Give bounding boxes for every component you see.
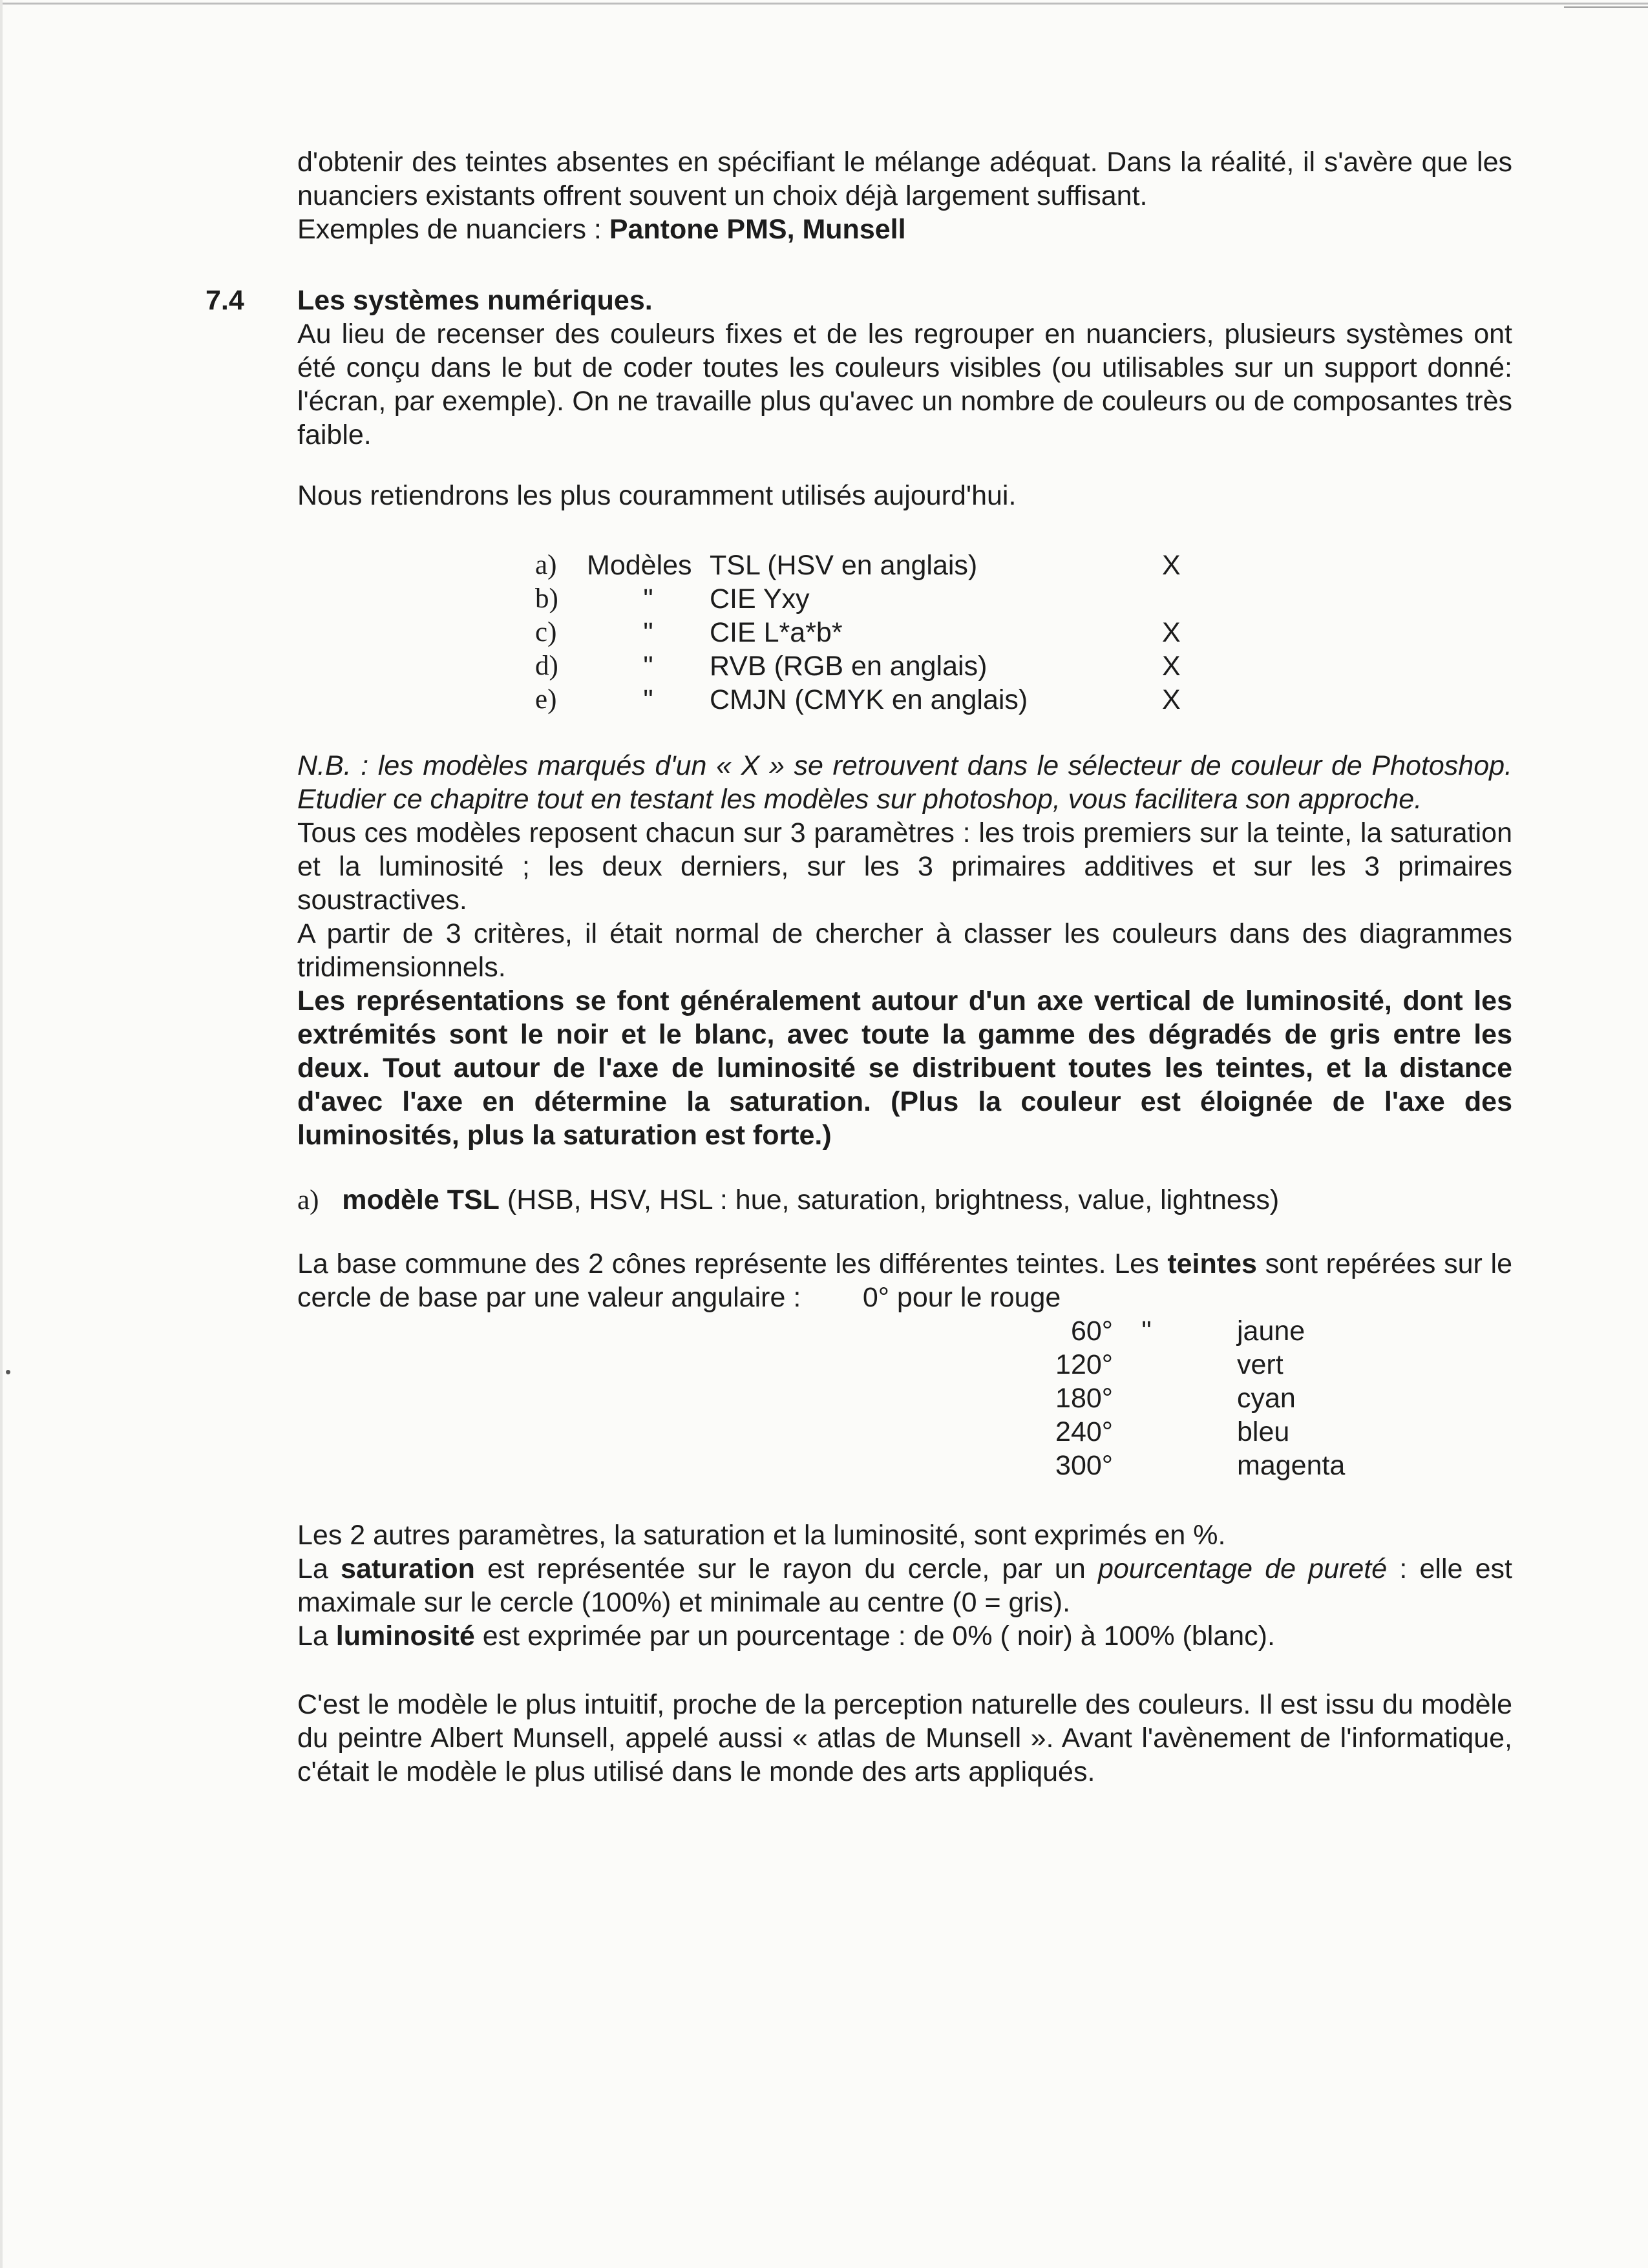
- model-letter: c): [535, 617, 557, 647]
- section-number: 7.4: [206, 285, 244, 316]
- model-prefix: ": [643, 684, 653, 715]
- sat-prefix: La: [297, 1553, 341, 1584]
- hue-degree: 60°: [1070, 1316, 1113, 1347]
- list-item: [535, 549, 1201, 582]
- intro-text: [297, 145, 1512, 246]
- first-hue: 0° pour le rouge: [862, 1282, 1061, 1313]
- model-name: TSL (HSV en anglais): [710, 550, 978, 581]
- nb-note: N.B. : les modèles marqués d'un « X » se retrouvent dans le sélecteur de couleur de Photoshop. Etudier ce chapitre tout en testant les modèles sur photoshop, vous facilitera son approche.: [297, 750, 1512, 815]
- sat-after: : elle est maximale sur le cercle (100%) et minimale au centre (0 = gris).: [297, 1553, 1512, 1618]
- hue-ditto: [1127, 1415, 1166, 1449]
- lum-after: est exprimée par un pourcentage : de 0% ( noir) à 100% (blanc).: [474, 1621, 1275, 1652]
- hue-table: [1042, 1314, 1345, 1482]
- tsl-base-paragraph: [297, 1247, 1512, 1314]
- model-letter: a): [535, 550, 557, 580]
- tsl-heading: [297, 1183, 1512, 1217]
- scan-top-edge-mark: [1564, 6, 1648, 8]
- hue-ditto: ": [1141, 1316, 1152, 1347]
- other-params-paragraph: Les 2 autres paramètres, la saturation et la luminosité, sont exprimés en %.: [297, 1520, 1226, 1551]
- hue-degree: 300°: [1055, 1450, 1113, 1481]
- tsl-base-text-end: sont repérées sur le cercle de base par une valeur angulaire :: [297, 1248, 1512, 1313]
- section-paragraph-2: Nous retiendrons les plus couramment utilisés aujourd'hui.: [297, 480, 1017, 511]
- model-prefix: ": [643, 651, 653, 682]
- lum-prefix: La: [297, 1621, 336, 1652]
- sat-italic: pourcentage de pureté: [1097, 1553, 1388, 1584]
- hue-ditto: [1127, 1449, 1166, 1482]
- model-prefix: Modèles: [587, 550, 692, 581]
- luminosity-paragraph: [297, 1619, 1512, 1653]
- model-mark: X: [1162, 550, 1181, 581]
- tsl-title: modèle TSL: [342, 1184, 500, 1215]
- table-row: [1042, 1314, 1345, 1348]
- model-letter: d): [535, 651, 558, 681]
- sat-mid: est représentée sur le rayon du cercle, par un: [474, 1553, 1098, 1584]
- sat-bold: saturation: [341, 1553, 475, 1584]
- model-mark: [1162, 582, 1201, 616]
- closing-paragraph: C'est le modèle le plus intuitif, proche de la perception naturelle des couleurs. Il est issu du modèle du peintre Albert Munsell, appelé aussi « atlas de Munsell ». Avant l'avènement de l'informatique, c'était le modèle le plus utilisé dans le monde des arts appliqués.: [297, 1689, 1512, 1787]
- examples-label: Exemples de nuanciers :: [297, 214, 609, 245]
- section-paragraph-1: Au lieu de recenser des couleurs fixes et de les regrouper en nuanciers, plusieurs systèmes ont été conçu dans le but de coder toutes les couleurs visibles (ou utilisables sur un support donné: l'écran, par exemple). On ne travaille plus qu'avec un nombre de couleurs ou de composantes très faible.: [297, 319, 1512, 450]
- table-row: [1042, 1449, 1345, 1482]
- bold-paragraph: Les représentations se font généralement autour d'un axe vertical de luminosité, dont les extrémités sont le noir et le blanc, avec toute la gamme des dégradés de gris entre les deux. Tout autour de l'axe de luminosité se distribuent toutes les teintes, et la distance d'avec l'axe en détermine la saturation. (Plus la couleur est éloignée de l'axe des luminosités, plus la saturation est forte.): [297, 985, 1512, 1151]
- table-row: [1042, 1348, 1345, 1381]
- scan-left-edge: [0, 0, 3, 2268]
- hue-ditto: [1127, 1381, 1166, 1415]
- tsl-letter: a): [297, 1185, 319, 1215]
- saturation-paragraph: [297, 1552, 1512, 1619]
- section-title: Les systèmes numériques.: [297, 285, 653, 316]
- hue-name: cyan: [1237, 1383, 1296, 1414]
- params-paragraph: Tous ces modèles reposent chacun sur 3 paramètres : les trois premiers sur la teinte, la saturation et la luminosité ; les deux derniers, sur les 3 primaires additives et sur les 3 primaires soustractives.: [297, 817, 1512, 916]
- model-name: CIE L*a*b*: [710, 617, 843, 648]
- scan-top-edge: [0, 3, 1648, 5]
- model-mark: X: [1162, 651, 1181, 682]
- lum-bold: luminosité: [335, 1621, 475, 1652]
- list-item: [535, 616, 1201, 649]
- hue-name: bleu: [1237, 1416, 1290, 1447]
- tsl-base-bold: teintes: [1167, 1248, 1257, 1279]
- hue-name: vert: [1237, 1349, 1284, 1380]
- margin-mark: •: [5, 1362, 12, 1381]
- model-letter: e): [535, 684, 557, 715]
- table-row: [1042, 1415, 1345, 1449]
- hue-ditto: [1127, 1348, 1166, 1381]
- section-7-4: [206, 284, 1512, 512]
- models-list: [535, 549, 1201, 717]
- model-prefix: ": [643, 583, 653, 614]
- criteria-paragraph: A partir de 3 critères, il était normal de chercher à classer les couleurs dans des diagrammes tridimensionnels.: [297, 918, 1512, 983]
- model-prefix: ": [643, 617, 653, 648]
- list-item: [535, 582, 1201, 616]
- tsl-base-text: La base commune des 2 cônes représente les différentes teintes. Les: [297, 1248, 1168, 1279]
- tsl-subtitle: (HSB, HSV, HSL : hue, saturation, brightness, value, lightness): [499, 1184, 1280, 1215]
- hue-degree: 120°: [1055, 1349, 1113, 1380]
- table-row: [1042, 1381, 1345, 1415]
- model-mark: X: [1162, 684, 1181, 715]
- hue-degree: 180°: [1055, 1383, 1113, 1414]
- model-letter: b): [535, 583, 558, 614]
- list-item: [535, 649, 1201, 683]
- model-name: CMJN (CMYK en anglais): [710, 684, 1028, 715]
- list-item: [535, 683, 1201, 717]
- hue-name: magenta: [1237, 1450, 1346, 1481]
- model-name: CIE Yxy: [710, 583, 810, 614]
- examples-value: Pantone PMS, Munsell: [609, 214, 906, 245]
- document-page: [206, 145, 1512, 1789]
- model-name: RVB (RGB en anglais): [710, 651, 988, 682]
- intro-line: d'obtenir des teintes absentes en spécifiant le mélange adéquat. Dans la réalité, il s'avère que les nuanciers existants offrent souvent un choix déjà largement suffisant.: [297, 147, 1512, 211]
- hue-degree: 240°: [1055, 1416, 1113, 1447]
- hue-name: jaune: [1237, 1316, 1305, 1347]
- model-mark: X: [1162, 617, 1181, 648]
